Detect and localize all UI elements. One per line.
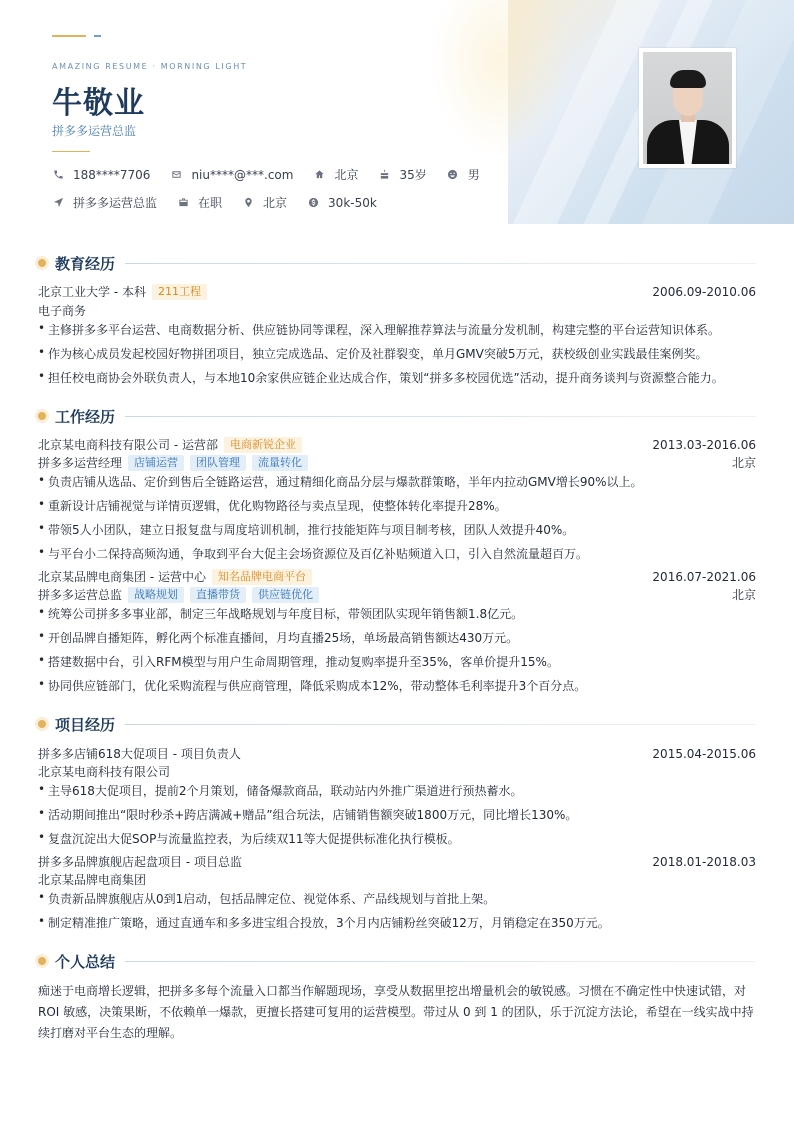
- list-item: • 主修拼多多平台运营、电商数据分析、供应链协同等课程，深入理解推荐算法与流量分发机制，构建完整的平台运营知识体系。: [38, 321, 756, 338]
- list-item: • 与平台小二保持高频沟通，争取到平台大促主会场资源位及百亿补贴频道入口，引入自然流量超百万。: [38, 545, 756, 562]
- project-name: 拼多多店铺618大促项目 - 项目负责人: [38, 747, 241, 761]
- position-row: [38, 454, 756, 471]
- list-item: • 统筹公司拼多多事业部，制定三年战略规划与年度目标，带领团队实现年销售额1.8亿元。: [38, 605, 756, 622]
- info-target-city: [242, 194, 287, 211]
- candidate-name: 牛敬业: [52, 86, 145, 121]
- list-item: • 负责新品牌旗舰店从0到1启动，包括品牌定位、视觉体系、产品线规划与首批上架。: [38, 890, 756, 907]
- info-city: [313, 166, 358, 183]
- section-title: 项目经历: [55, 715, 116, 734]
- list-item: • 复盘沉淀出大促SOP与流量监控表，为后续双11等大促提供标准化执行模板。: [38, 830, 756, 847]
- position-name: 拼多多运营总监: [38, 588, 123, 602]
- section-line: [125, 416, 756, 417]
- divider: [52, 151, 90, 152]
- section-education-header: [38, 253, 756, 273]
- info-age: [378, 166, 426, 183]
- position-name: 拼多多运营经理: [38, 456, 123, 470]
- section-line: [125, 724, 756, 725]
- list-item: • 重新设计店铺视觉与详情页逻辑，优化购物路径与卖点呈现，使整体转化率提升28%。: [38, 497, 756, 514]
- info-salary: [307, 196, 377, 210]
- section-dot: [38, 259, 46, 267]
- school-tag: 211工程: [152, 284, 207, 300]
- briefcase-icon: [177, 197, 189, 209]
- section-work-header: [38, 406, 756, 426]
- info-email: [170, 168, 293, 182]
- decor-line: [52, 35, 86, 37]
- education-row: [38, 283, 756, 300]
- target-city-text: 北京: [263, 196, 288, 210]
- project-name: 拼多多品牌旗舰店起盘项目 - 项目总监: [38, 855, 242, 869]
- list-item: • 带领5人小团队，建立日报复盘与周度培训机制，推行技能矩阵与项目制考核，团队人效提升40%。: [38, 521, 756, 538]
- cake-icon: [378, 169, 390, 181]
- list-item: • 担任校电商协会外联负责人，与本地10余家供应链企业达成合作，策划“拼多多校园优选”活动，提升商务谈判与资源整合能力。: [38, 369, 756, 386]
- skill-tag: 流量转化: [252, 455, 308, 471]
- company-tag: 电商新锐企业: [224, 437, 302, 453]
- section-line: [125, 961, 756, 962]
- resume-header: [0, 0, 794, 224]
- info-gender: [447, 166, 480, 183]
- company-name: 北京某电商科技有限公司 - 运营部: [38, 438, 218, 452]
- salary-text: 30k-50k: [328, 195, 377, 210]
- job-city: 北京: [731, 456, 756, 470]
- section-summary-header: [38, 951, 756, 971]
- smile-icon: [447, 169, 459, 181]
- section-dot: [38, 412, 46, 420]
- list-item: • 负责店铺从选品、定价到售后全链路运营，通过精细化商品分层与爆款群策略，半年内拉动GMV增长90%以上。: [38, 473, 756, 490]
- project-row: [38, 853, 756, 870]
- send-icon: [52, 197, 64, 209]
- status-text: 在职: [198, 196, 223, 210]
- list-item: • 主导618大促项目，提前2个月策划，储备爆款商品，联动站内外推广渠道进行预热蓄水。: [38, 782, 756, 799]
- school-name: 北京工业大学 - 本科: [38, 285, 146, 299]
- location-icon: [242, 197, 254, 209]
- age-text: 35岁: [399, 168, 427, 182]
- job-row: [38, 436, 756, 453]
- home-icon: [313, 169, 325, 181]
- company-name: 北京某品牌电商集团 - 运营中心: [38, 570, 206, 584]
- section-line: [125, 263, 756, 264]
- skill-tag: 直播带货: [190, 587, 246, 603]
- contact-row: [52, 166, 500, 183]
- section-dot: [38, 957, 46, 965]
- project-org-row: [38, 871, 756, 888]
- phone-icon: [52, 169, 64, 181]
- target-job-text: 拼多多运营总监: [73, 196, 158, 210]
- section-dot: [38, 720, 46, 728]
- skill-tag: 团队管理: [190, 455, 246, 471]
- project-org-row: [38, 763, 756, 780]
- money-icon: [307, 197, 319, 209]
- project-date: 2015.04-2015.06: [652, 746, 756, 761]
- gender-text: 男: [467, 168, 480, 182]
- info-status: [177, 194, 222, 211]
- list-item: • 作为核心成员发起校园好物拼团项目，独立完成选品、定价及社群裂变，单月GMV突破5万元，获校级创业实践最佳案例奖。: [38, 345, 756, 362]
- section-projects-header: [38, 714, 756, 734]
- portrait: [643, 52, 732, 164]
- decor-line-short: [94, 35, 101, 37]
- job-title: 拼多多运营总监: [52, 124, 137, 138]
- skill-tag: 战略规划: [128, 587, 184, 603]
- job-row: [38, 568, 756, 585]
- job-date: 2013.03-2016.06: [652, 437, 756, 452]
- mail-icon: [170, 169, 182, 181]
- list-item: • 搭建数据中台，引入RFM模型与用户生命周期管理，推动复购率提升至35%，客单价提升15%。: [38, 653, 756, 670]
- job-date: 2016.07-2021.06: [652, 569, 756, 584]
- project-org: 北京某电商科技有限公司: [38, 765, 171, 779]
- list-item: • 制定精准推广策略，通过直通车和多多进宝组合投放，3个月内店铺粉丝突破12万，月销稳定在350万元。: [38, 914, 756, 931]
- major: 电子商务: [38, 304, 87, 318]
- skill-tag: 店铺运营: [128, 455, 184, 471]
- position-row: [38, 586, 756, 603]
- profile-photo: [639, 48, 736, 168]
- city-text: 北京: [334, 168, 359, 182]
- section-title: 教育经历: [55, 254, 116, 273]
- info-phone: [52, 168, 150, 182]
- list-item: • 开创品牌自播矩阵，孵化两个标准直播间，月均直播25场，单场最高销售额达430万元。: [38, 629, 756, 646]
- section-title: 个人总结: [55, 952, 116, 971]
- tagline: AMAZING RESUME · MORNING LIGHT: [52, 62, 248, 71]
- education-date: 2006.09-2010.06: [652, 284, 756, 299]
- info-target-job: [52, 194, 157, 211]
- skill-tag: 供应链优化: [252, 587, 319, 603]
- career-row: [52, 194, 397, 211]
- list-item: • 活动期间推出“限时秒杀+跨店满减+赠品”组合玩法，店铺销售额突破1800万元，同比增长130%。: [38, 806, 756, 823]
- phone-text: 188****7706: [73, 167, 151, 182]
- header-glow: [430, 0, 570, 160]
- major-row: [38, 302, 756, 319]
- project-row: [38, 745, 756, 762]
- project-org: 北京某品牌电商集团: [38, 873, 147, 887]
- project-date: 2018.01-2018.03: [652, 854, 756, 869]
- list-item: • 协同供应链部门，优化采购流程与供应商管理，降低采购成本12%，带动整体毛利率提升3个百分点。: [38, 677, 756, 694]
- job-city: 北京: [731, 588, 756, 602]
- section-title: 工作经历: [55, 407, 116, 426]
- email-text: niu****@***.com: [191, 167, 294, 182]
- summary-text: 痴迷于电商增长逻辑，把拼多多每个流量入口都当作解题现场，享受从数据里挖出增量机会的敏锐感。习惯在不确定性中快速试错，对 ROI 敏感，决策果断，不依赖单一爆款，更擅长搭建可复用的运营模型。带过从 0 到 1 的团队，乐于沉淀方法论，希望在一线实战中持续打磨对平台生态的理解。: [38, 984, 754, 1040]
- company-tag: 知名品牌电商平台: [212, 569, 312, 585]
